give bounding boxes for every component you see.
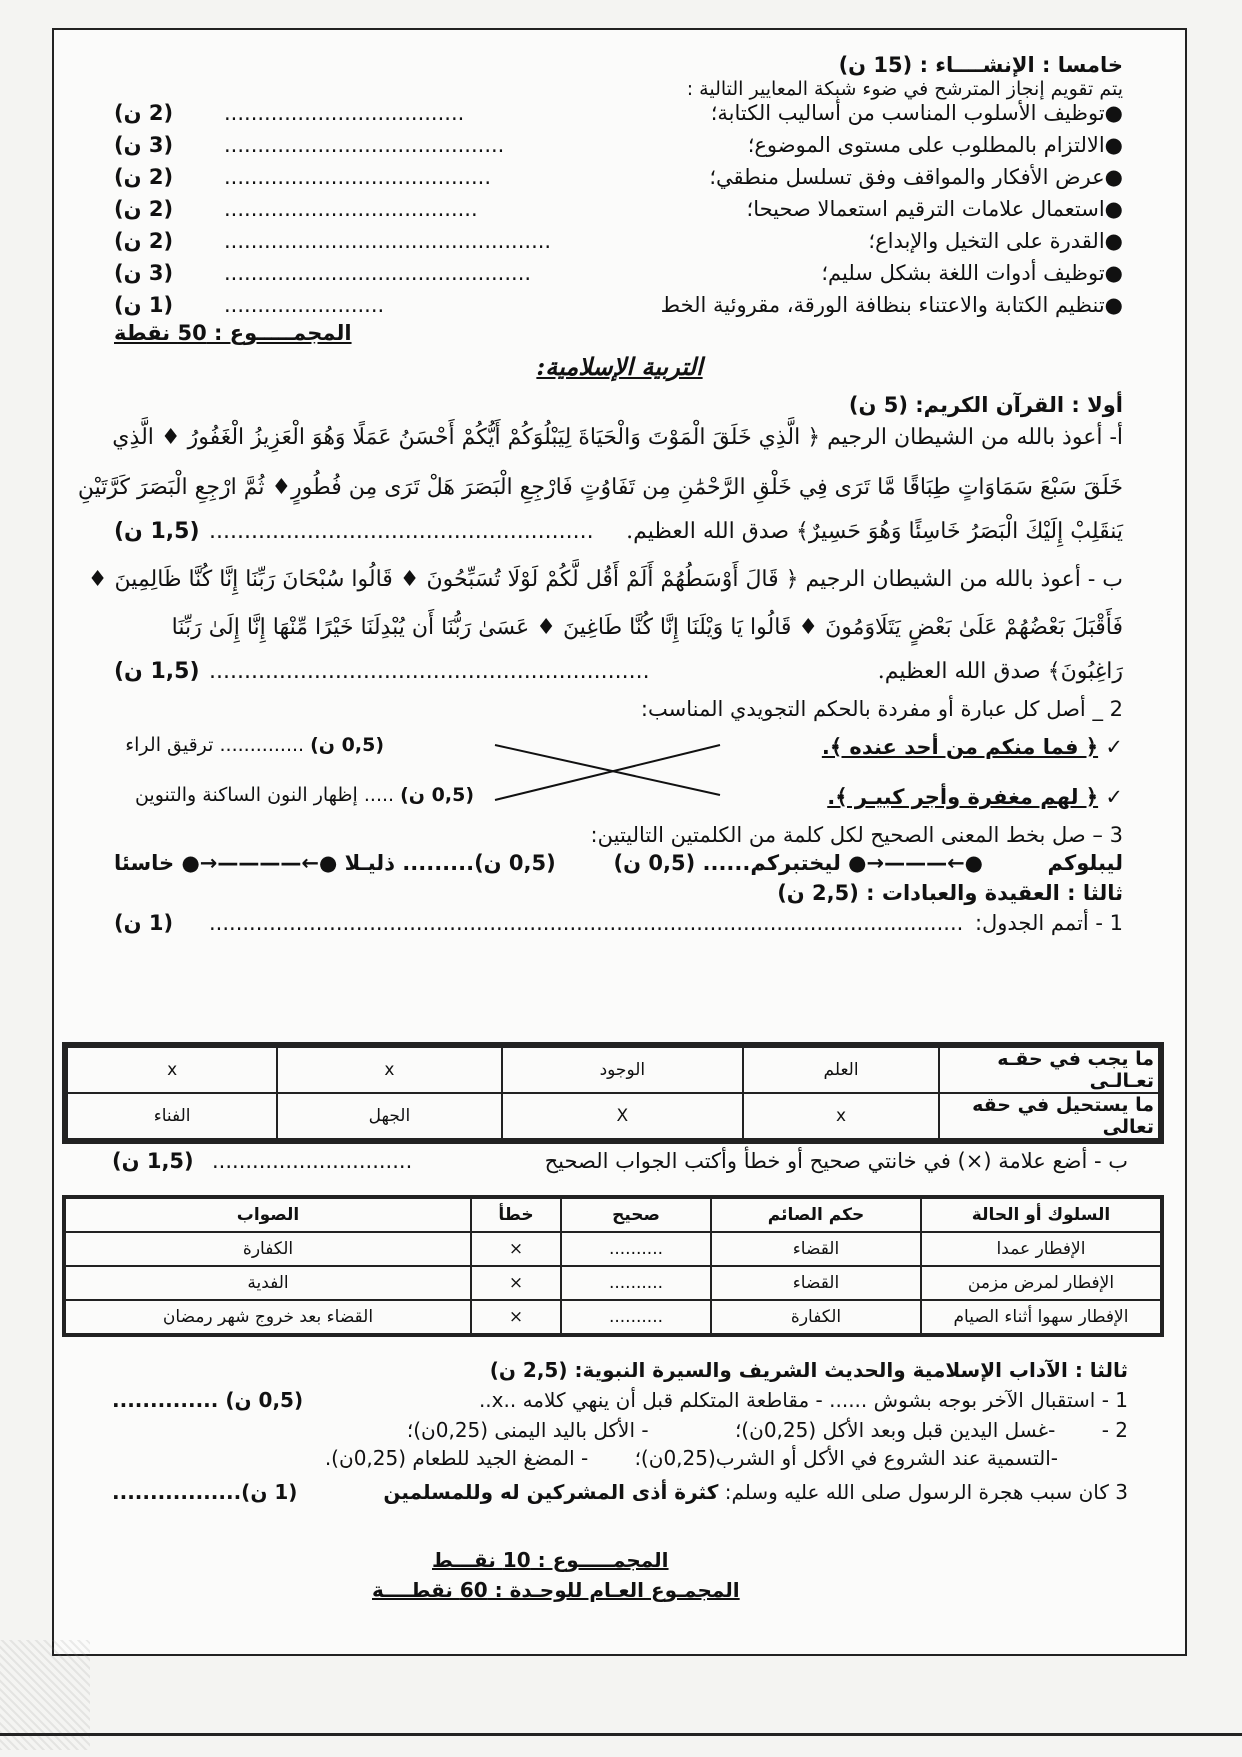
column-header: صحيح xyxy=(561,1197,711,1232)
table-cell: × xyxy=(471,1266,561,1300)
adab-item: -التسمية عند الشروع في الأكل أو الشرب(0,25ن)؛ xyxy=(634,1446,1058,1470)
q1-table-instruction: 1 - أتمم الجدول: xyxy=(974,911,1123,935)
quran-b-line-2: فَأَقْبَلَ بَعْضُهُمْ عَلَىٰ بَعْضٍ يَتَلَاوَمُونَ ♦ قَالُوا يَا وَيْلَنَا إِنَّا كُنَّا طَاغِينَ ♦ عَسَىٰ رَبُّنَا أَن يُبْدِلَنَا خَيْرًا مِّنْهَا إِنَّا إِلَىٰ رَبِّنَا xyxy=(171,615,1123,640)
quran-a-line-2: خَلَقَ سَبْعَ سَمَاوَاتٍ طِبَاقًا مَّا تَرَى فِي خَلْقِ الرَّحْمَٰنِ مِن تَفَاوُتٍ فَارْجِعِ الْبَصَرَ هَلْ تَرَى مِن فُطُورٍ♦ ثُمَّ ارْجِعِ الْبَصَرَ كَرَّتَيْنِ xyxy=(77,475,1123,500)
q2-points: (0,5 ن) xyxy=(400,784,474,806)
table-cell: الفدية xyxy=(64,1266,471,1300)
table-cell: x xyxy=(743,1093,939,1141)
aqida-points: (2,5 ن) xyxy=(777,881,859,905)
criterion-points: (3 ن) xyxy=(114,133,174,157)
table-cell: .......... xyxy=(561,1300,711,1335)
q3-pair-2: (0,5 ن)......... ذليـلا ●←————→● خاسئا xyxy=(114,851,556,875)
check-icon: ✓ xyxy=(1105,785,1123,809)
criterion-text: ●توظيف الأسلوب المناسب من أساليب الكتابة؛ xyxy=(710,101,1123,125)
criterion-5 xyxy=(114,226,1123,256)
criterion-6 xyxy=(114,258,1123,288)
adab-answer: كثرة أذى المشركين له وللمسلمين xyxy=(383,1480,719,1504)
row-head: ما يجب في حقـه تعـالـى xyxy=(939,1045,1161,1093)
aqida-title-line xyxy=(114,878,1123,908)
q2-phrase: ﴿ لهم مغفرة وأجر كبيـر ﴾. xyxy=(827,785,1099,809)
quran-b-line-3 xyxy=(114,652,1123,692)
criterion-text: ●القدرة على التخيل والإبداع؛ xyxy=(868,229,1123,253)
criterion-4 xyxy=(114,194,1123,224)
bottom-rule xyxy=(0,1733,1242,1736)
criterion-points: (2 ن) xyxy=(114,229,174,253)
table-row xyxy=(64,1232,1162,1266)
adab-number: 2 - xyxy=(1101,1418,1128,1442)
section-total: المجمـــــوع : 10 نقـــط xyxy=(432,1548,669,1572)
quran-title-line xyxy=(114,390,1123,420)
adab-item: - المضغ الجيد للطعام (0,25ن). xyxy=(324,1446,589,1470)
table-cell: العلم xyxy=(743,1045,939,1093)
q3-pair-1 xyxy=(114,848,1123,878)
adab-3 xyxy=(112,1480,1128,1504)
table-cell: الإفطار سهوا أثناء الصيام xyxy=(921,1300,1162,1335)
dots: ........................................ xyxy=(224,165,492,189)
dots: .............................................. xyxy=(224,261,532,285)
criterion-3 xyxy=(114,162,1123,192)
table-row xyxy=(65,1093,1161,1141)
q2-right-2 xyxy=(54,780,474,810)
insha-total: المجمـــــوع : 50 نقطة xyxy=(114,321,352,345)
table-cell: الفناء xyxy=(65,1093,277,1141)
link-arrow: ●←————→● xyxy=(181,851,338,875)
quran-points: (5 ن) xyxy=(848,393,908,417)
link-arrow: ●←———→● xyxy=(848,851,983,875)
criterion-points: (2 ن) xyxy=(114,197,174,221)
q3-points: (0,5 ن) xyxy=(474,851,556,875)
column-header: الصواب xyxy=(64,1197,471,1232)
column-header: حكم الصائم xyxy=(711,1197,921,1232)
qb-line xyxy=(112,1146,1128,1176)
q2-instruction: 2 _ أصل كل عبارة أو مفردة بالحكم التجويدي المناسب: xyxy=(640,697,1123,721)
adab-points: (1 ن) xyxy=(241,1480,298,1504)
qb-points: (1,5 ن) xyxy=(112,1149,194,1173)
criterion-text: ●عرض الأفكار والمواقف وفق تسلسل منطقي؛ xyxy=(709,165,1123,189)
table-cell: الجهل xyxy=(277,1093,501,1141)
attributes-table xyxy=(62,1042,1164,1144)
aqida-title: ثالثا : العقيدة والعبادات : xyxy=(866,881,1123,905)
adab-section xyxy=(112,1358,1128,1618)
quran-b-text: رَاغِبُونَ﴾ صدق الله العظيم. xyxy=(877,659,1123,684)
quran-title: أولا : القرآن الكريم: xyxy=(915,393,1123,417)
insha-intro: يتم تقويم إنجاز المترشح في ضوء شبكة المعايير التالية : xyxy=(686,78,1123,100)
adab-title-line xyxy=(490,1358,1128,1382)
q3-meaning: ذليـلا xyxy=(344,851,395,875)
adab-2b xyxy=(112,1446,1058,1470)
q2-points: (0,5 ن) xyxy=(310,734,384,756)
q2-rule: ترقيق الراء xyxy=(125,734,214,756)
criterion-points: (2 ن) xyxy=(114,101,174,125)
criterion-points: (3 ن) xyxy=(114,261,174,285)
q2-rule: إظهار النون الساكنة والتنوين xyxy=(134,784,358,806)
table-cell: × xyxy=(471,1300,561,1335)
quran-b-points: (1,5 ن) xyxy=(114,659,200,684)
q3-instruction: 3 – صل بخط المعنى الصحيح لكل كلمة من الكلمتين التاليتين: xyxy=(590,823,1123,847)
table-cell: الإفطار لمرض مزمن xyxy=(921,1266,1162,1300)
adab-points: (2,5 ن) xyxy=(489,1358,568,1382)
dots: ........................ xyxy=(224,293,385,317)
dots: ................................................. xyxy=(224,229,552,253)
quran-a-line-1: أ- أعوذ بالله من الشيطان الرجيم ﴿ الَّذِي خَلَقَ الْمَوْتَ وَالْحَيَاةَ لِيَبْلُوَكُمْ أَيُّكُمْ أَحْسَنُ عَمَلًا وَهُوَ الْعَزِيزُ الْغَفُورُ ♦ الَّذِي xyxy=(112,425,1123,450)
dots: ....................................................... xyxy=(209,519,594,544)
quran-a-text: يَنقَلِبْ إِلَيْكَ الْبَصَرُ خَاسِئًا وَهُوَ حَسِيرٌ﴾ صدق الله العظيم. xyxy=(626,519,1123,544)
column-header: السلوك أو الحالة xyxy=(921,1197,1162,1232)
q3-word: ليبلوكم xyxy=(1047,851,1123,875)
criterion-1 xyxy=(114,98,1123,128)
criterion-points: (1 ن) xyxy=(114,293,174,317)
column-header: خطأ xyxy=(471,1197,561,1232)
table-cell: الكفارة xyxy=(64,1232,471,1266)
insha-points: (15 ن) xyxy=(838,53,913,77)
dots: .............. xyxy=(219,734,305,756)
quran-a-points: (1,5 ن) xyxy=(114,519,200,544)
islamic-heading: التربية الإسلامية: xyxy=(536,352,703,381)
row-head: ما يستحيل في حقه تعالى xyxy=(939,1093,1161,1141)
unit-total: المجمـوع العـام للوحـدة : 60 نقطــــة xyxy=(372,1578,740,1602)
table-cell: x xyxy=(65,1045,277,1093)
quran-a-line-3 xyxy=(114,512,1123,552)
table-cell: الإفطار عمدا xyxy=(921,1232,1162,1266)
adab-question: 3 كان سبب هجرة الرسول صلى الله عليه وسلم: xyxy=(724,1480,1128,1504)
dots: .......................................... xyxy=(224,133,505,157)
q3-meaning-wrap: ●←———→● ليختبركم...... (0,5 ن) xyxy=(613,851,983,875)
q3-word: خاسئا xyxy=(114,851,175,875)
table-cell: .......... xyxy=(561,1232,711,1266)
table-cell: .......... xyxy=(561,1266,711,1300)
check-icon: ✓ xyxy=(1105,735,1123,759)
dots: ................................................................................................................. xyxy=(209,911,964,935)
q3-points: (0,5 ن) xyxy=(613,851,696,875)
criterion-2 xyxy=(114,130,1123,160)
table-row xyxy=(64,1300,1162,1335)
fasting-table xyxy=(62,1195,1164,1337)
adab-3-points-wrap: (1 ن)................. xyxy=(112,1480,298,1504)
table-cell: الوجود xyxy=(502,1045,744,1093)
q1-points: (1 ن) xyxy=(114,911,174,935)
q1-table-line xyxy=(114,908,1123,938)
insha-title: خامسا : الإنشــــاء : xyxy=(919,53,1123,77)
table-header-row xyxy=(64,1197,1162,1232)
dots: ...................................... xyxy=(224,197,478,221)
table-cell: X xyxy=(502,1093,744,1141)
dots: ..... xyxy=(363,784,395,806)
q3-meaning: ليختبركم xyxy=(750,851,841,875)
table-cell: x xyxy=(277,1045,501,1093)
table-cell: القضاء بعد خروج شهر رمضان xyxy=(64,1300,471,1335)
criterion-text: ●الالتزام بالمطلوب على مستوى الموضوع؛ xyxy=(747,133,1123,157)
adab-2 xyxy=(112,1418,1128,1442)
adab-1-points-wrap: (0,5 ن) .............. xyxy=(112,1388,304,1412)
dots: ............................................................... xyxy=(209,659,650,684)
criterion-7 xyxy=(114,290,1123,320)
dots: .............................. xyxy=(212,1149,413,1173)
q2-right-1 xyxy=(54,730,384,760)
table-row xyxy=(65,1045,1161,1093)
table-cell: القضاء xyxy=(711,1266,921,1300)
criterion-text: ●توظيف أدوات اللغة بشكل سليم؛ xyxy=(821,261,1123,285)
qb-instruction: ب - أضع علامة (×) في خانتي صحيح أو خطأ وأكتب الجواب الصحيح xyxy=(544,1149,1128,1173)
dots: .................................... xyxy=(224,101,465,125)
adab-item: استقبال الآخر بوجه بشوش ...... xyxy=(829,1388,1096,1412)
adab-item: - الأكل باليد اليمنى (0,25ن)؛ xyxy=(406,1418,649,1442)
adab-1 xyxy=(112,1388,1128,1412)
table-cell: القضاء xyxy=(711,1232,921,1266)
table-cell: × xyxy=(471,1232,561,1266)
table-cell: الكفارة xyxy=(711,1300,921,1335)
criterion-text: ●استعمال علامات الترقيم استعمالا صحيحا؛ xyxy=(746,197,1123,221)
adab-points: (0,5 ن) xyxy=(225,1388,304,1412)
adab-number: 1 - xyxy=(1101,1388,1128,1412)
quran-b-line-1: ب - أعوذ بالله من الشيطان الرجيم ﴿ قَالَ أَوْسَطُهُمْ أَلَمْ أَقُل لَّكُمْ لَوْلَا تُسَبِّحُونَ ♦ قَالُوا سُبْحَانَ رَبِّنَا إِنَّا كُنَّا ظَالِمِينَ ♦ xyxy=(87,567,1123,592)
criterion-points: (2 ن) xyxy=(114,165,174,189)
table-row xyxy=(64,1266,1162,1300)
criterion-text: ●تنظيم الكتابة والاعتناء بنظافة الورقة، مقروئية الخط xyxy=(660,293,1123,317)
adab-title: ثالثا : الآداب الإسلامية والحديث الشريف والسيرة النبوية: xyxy=(574,1358,1128,1382)
q2-phrase: ﴿ فما منكم من أحد عنده ﴾. xyxy=(821,735,1099,759)
adab-item: -غسل اليدين قبل وبعد الأكل (0,25ن)؛ xyxy=(734,1418,1056,1442)
adab-item: - مقاطعة المتكلم قبل أن ينهي كلامه ..x.. xyxy=(478,1388,823,1412)
